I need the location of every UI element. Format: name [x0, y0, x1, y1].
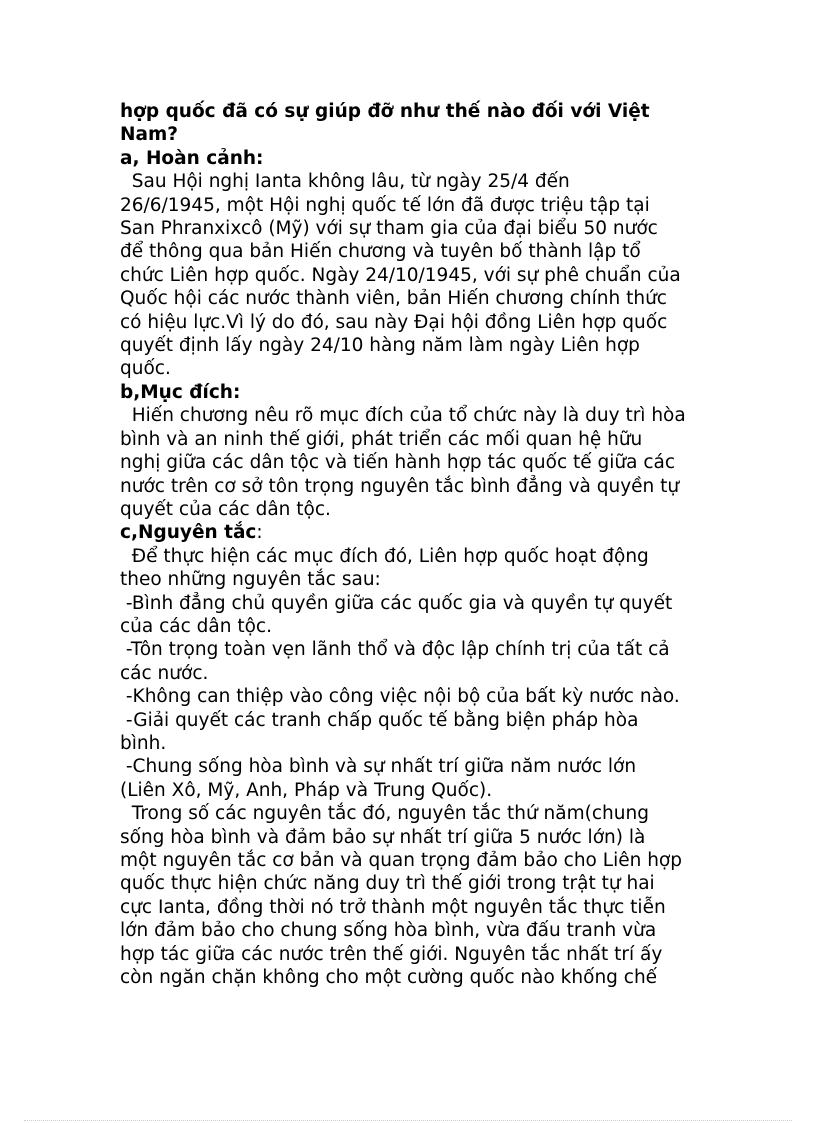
line-text: quyết định lấy ngày 24/10 hàng năm làm ngày Liên hợp [120, 335, 640, 357]
line-text: nghị giữa các dân tộc và tiến hành hợp tác quốc tế giữa các [120, 452, 676, 474]
text-line [120, 872, 760, 895]
text-line [120, 311, 760, 334]
line-text: -Không can thiệp vào công việc nội bộ của bất kỳ nước nào. [120, 686, 680, 708]
text-line [120, 826, 760, 849]
line-text: Sau Hội nghị Ianta không lâu, từ ngày 25/4 đến [120, 171, 570, 193]
line-text: Hiến chương nêu rõ mục đích của tổ chức này là duy trì hòa [120, 405, 686, 427]
line-text: một nguyên tắc cơ bản và quan trọng đảm bảo cho Liên hợp [120, 850, 682, 871]
text-line [120, 475, 760, 498]
line-text: để thông qua bản Hiến chương và tuyên bố thành lập tổ [120, 241, 641, 263]
text-line [120, 428, 760, 451]
line-text: -Chung sống hòa bình và sự nhất trí giữa năm nước lớn [120, 756, 637, 778]
line-text: chức Liên hợp quốc. Ngày 24/10/1945, với sự phê chuẩn của [120, 264, 681, 286]
line-text: Trong số các nguyên tắc đó, nguyên tắc thứ năm(chung [120, 803, 649, 825]
text-line [120, 755, 760, 778]
text-line [120, 287, 760, 310]
line-text: Nam? [120, 124, 178, 146]
line-text: hợp quốc đã có sự giúp đỡ như thế nào đối với Việt [120, 101, 650, 122]
line-text: của các dân tộc. [120, 615, 272, 637]
line-text: San Phranxixcô (Mỹ) với sự tham gia của đại biểu 50 nước [120, 218, 658, 240]
heading-line [120, 381, 760, 404]
line-text: quốc. [120, 358, 171, 380]
text-line [120, 615, 760, 638]
text-line [120, 849, 760, 872]
line-text: Để thực hiện các mục đích đó, Liên hợp quốc hoạt động [120, 545, 649, 567]
line-text: (Liên Xô, Mỹ, Anh, Pháp và Trung Quốc). [120, 779, 493, 801]
line-text: b,Mục đích: [120, 381, 241, 403]
line-text: lớn đảm bảo cho chung sống hòa bình, vừa đấu tranh vừa [120, 920, 657, 942]
text-line [120, 451, 760, 474]
line-suffix: : [256, 522, 263, 544]
text-line [120, 357, 760, 380]
line-text: các nước. [120, 662, 209, 684]
line-text: sống hòa bình và đảm bảo sự nhất trí giữa 5 nước lớn) là [120, 826, 646, 848]
document-page [120, 100, 760, 989]
text-line [120, 638, 760, 661]
line-text: cực Ianta, đồng thời nó trở thành một nguyên tắc thực tiễn [120, 896, 666, 918]
line-text: có hiệu lực.Vì lý do đó, sau này Đại hội đồng Liên hợp quốc [120, 311, 668, 333]
line-text: quốc thực hiện chức năng duy trì thế giới trong trật tự hai [120, 873, 655, 895]
text-line [120, 662, 760, 685]
heading-line [120, 147, 760, 170]
line-text: còn ngăn chặn không cho một cường quốc nào khống chế [120, 967, 658, 989]
line-text: c,Nguyên tắc [120, 522, 257, 544]
text-line [120, 545, 760, 568]
line-text: a, Hoàn cảnh: [120, 147, 264, 169]
line-text: Quốc hội các nước thành viên, bản Hiến chương chính thức [120, 288, 667, 310]
text-line [120, 334, 760, 357]
line-text: bình và an ninh thế giới, phát triển các mối quan hệ hữu [120, 428, 643, 450]
text-line [120, 264, 760, 287]
document-body [120, 100, 760, 989]
text-line [120, 802, 760, 825]
page-bottom-divider [24, 1120, 792, 1121]
line-text: bình. [120, 732, 167, 754]
text-line [120, 709, 760, 732]
line-text: theo những nguyên tắc sau: [120, 569, 381, 591]
line-text: -Bình đẳng chủ quyền giữa các quốc gia và quyền tự quyết [120, 592, 673, 614]
text-line [120, 404, 760, 427]
text-line [120, 779, 760, 802]
text-line [120, 592, 760, 615]
line-text: -Giải quyết các tranh chấp quốc tế bằng biện pháp hòa [120, 709, 639, 731]
text-line [120, 896, 760, 919]
text-line [120, 943, 760, 966]
heading-line [120, 521, 760, 544]
text-line [120, 194, 760, 217]
line-text: 26/6/1945, một Hội nghị quốc tế lớn đã được triệu tập tại [120, 194, 650, 216]
line-text: -Tôn trọng toàn vẹn lãnh thổ và độc lập chính trị của tất cả [120, 639, 670, 661]
line-text: quyết của các dân tộc. [120, 498, 331, 520]
text-line [120, 732, 760, 755]
text-line [120, 170, 760, 193]
text-line [120, 498, 760, 521]
heading-line [120, 100, 760, 123]
text-line [120, 217, 760, 240]
text-line [120, 966, 760, 989]
text-line [120, 685, 760, 708]
text-line [120, 919, 760, 942]
line-text: hợp tác giữa các nước trên thế giới. Nguyên tắc nhất trí ấy [120, 943, 663, 965]
line-text: nước trên cơ sở tôn trọng nguyên tắc bình đẳng và quyền tự [120, 475, 680, 497]
heading-line [120, 123, 760, 146]
text-line [120, 240, 760, 263]
text-line [120, 568, 760, 591]
